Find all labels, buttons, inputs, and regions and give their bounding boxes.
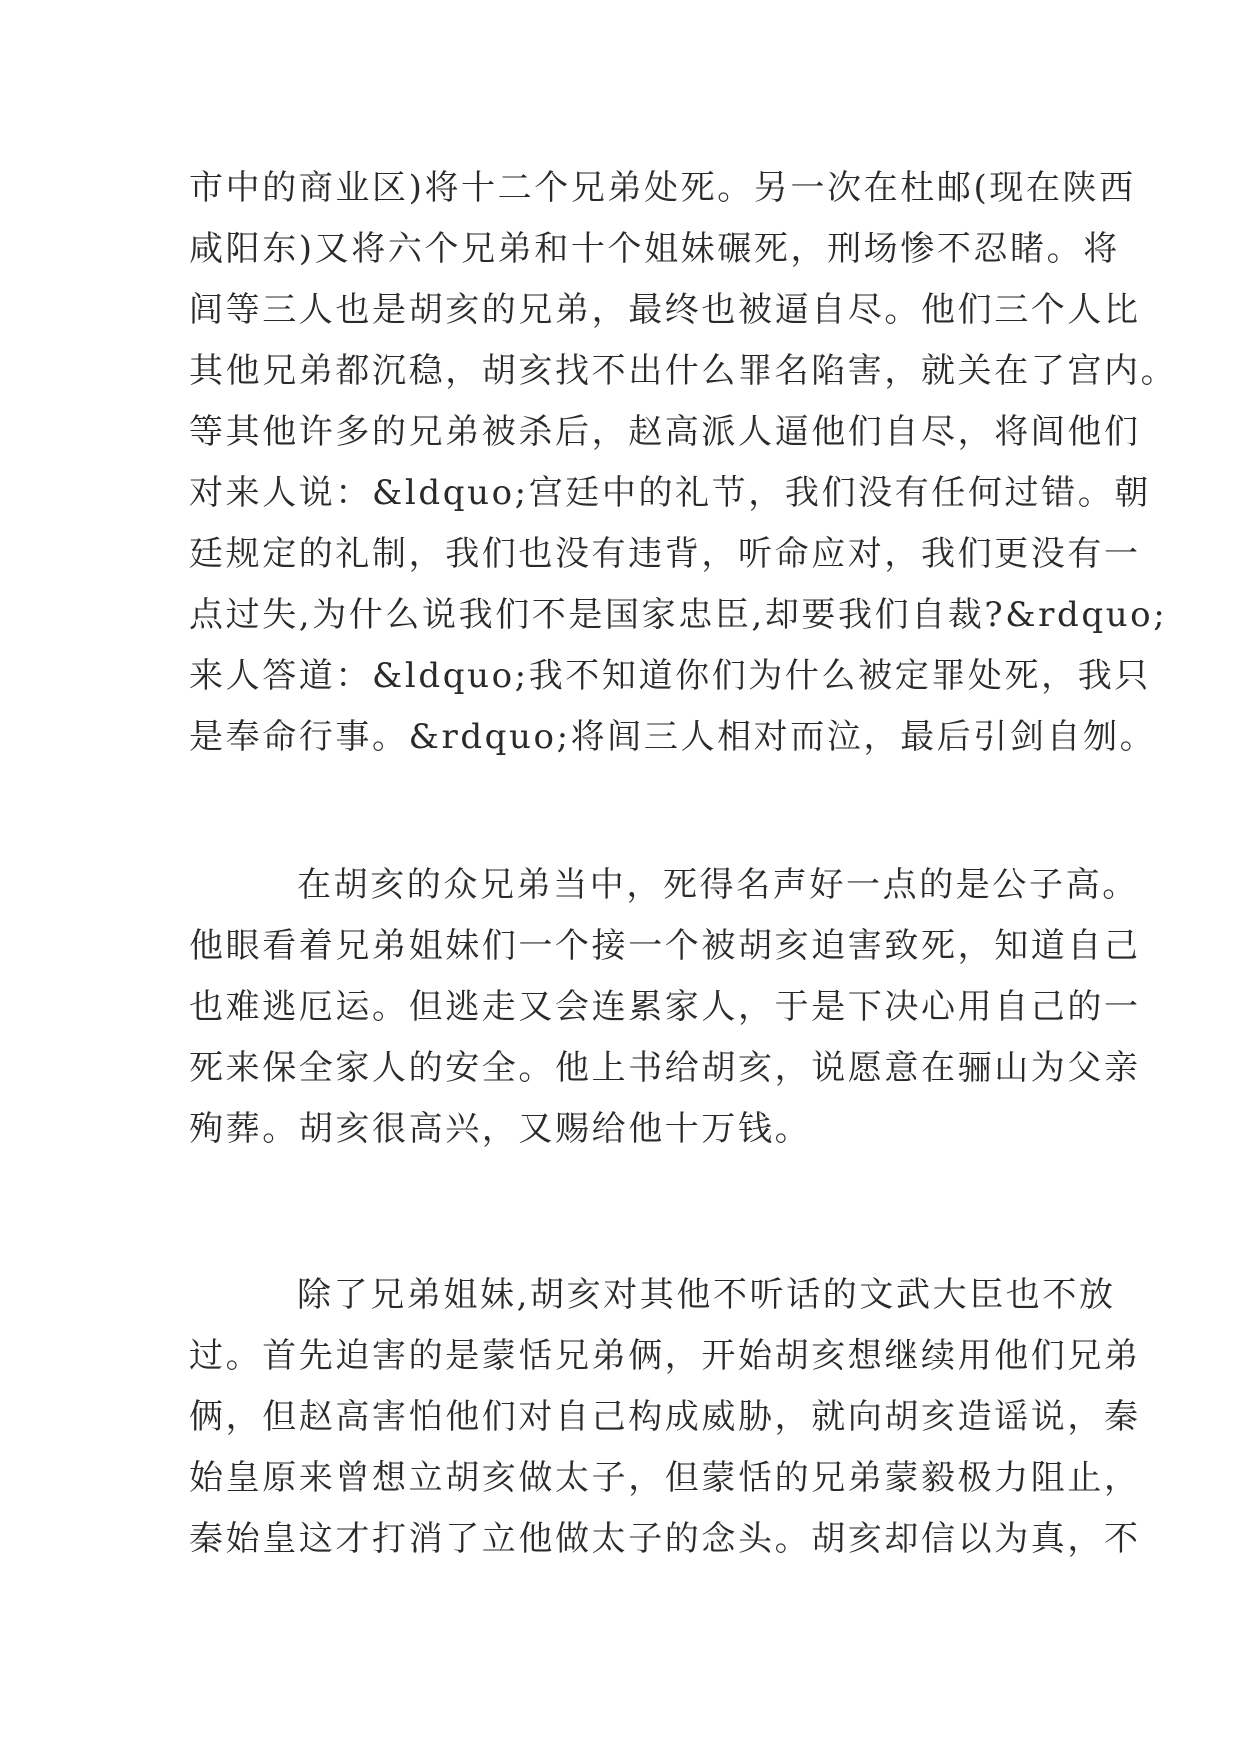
text-line: 来人答道：&ldquo;我不知道你们为什么被定罪处死，我只 <box>189 656 1151 696</box>
text-line: 其他兄弟都沉稳，胡亥找不出什么罪名陷害，就关在了宫内。 <box>189 351 1178 391</box>
text-line: 俩，但赵高害怕他们对自己构成威胁，就向胡亥造谣说，秦 <box>189 1397 1141 1437</box>
text-line: 廷规定的礼制，我们也没有违背，听命应对，我们更没有一 <box>189 534 1141 574</box>
text-line: 在胡亥的众兄弟当中，死得名声好一点的是公子高。 <box>297 865 1139 905</box>
text-line: 对来人说：&ldquo;宫廷中的礼节，我们没有任何过错。朝 <box>189 473 1151 513</box>
paragraph-2 <box>189 855 1141 1160</box>
paragraph-1 <box>189 158 1178 768</box>
text-line: 秦始皇这才打消了立他做太子的念头。胡亥却信以为真，不 <box>189 1519 1141 1559</box>
text-line: 死来保全家人的安全。他上书给胡亥，说愿意在骊山为父亲 <box>189 1048 1141 1088</box>
text-line: 闾等三人也是胡亥的兄弟，最终也被逼自尽。他们三个人比 <box>189 290 1141 330</box>
text-line: 等其他许多的兄弟被杀后，赵高派人逼他们自尽，将闾他们 <box>189 412 1141 452</box>
paragraph-3 <box>189 1265 1141 1570</box>
text-line: 点过失,为什么说我们不是国家忠臣,却要我们自裁?&rdquo; <box>189 595 1168 635</box>
text-line: 也难逃厄运。但逃走又会连累家人，于是下决心用自己的一 <box>189 987 1141 1027</box>
text-line: 他眼看着兄弟姐妹们一个接一个被胡亥迫害致死，知道自己 <box>189 926 1141 966</box>
text-line: 除了兄弟姐妹,胡亥对其他不听话的文武大臣也不放 <box>297 1275 1116 1315</box>
text-line: 殉葬。胡亥很高兴，又赐给他十万钱。 <box>189 1109 812 1149</box>
text-line: 始皇原来曾想立胡亥做太子，但蒙恬的兄弟蒙毅极力阻止， <box>189 1458 1141 1498</box>
text-line: 过。首先迫害的是蒙恬兄弟俩，开始胡亥想继续用他们兄弟 <box>189 1336 1141 1376</box>
text-line: 市中的商业区)将十二个兄弟处死。另一次在杜邮(现在陕西 <box>189 168 1136 208</box>
text-line: 是奉命行事。&rdquo;将闾三人相对而泣，最后引剑自刎。 <box>189 717 1157 757</box>
text-line: 咸阳东)又将六个兄弟和十个姐妹碾死，刑场惨不忍睹。将 <box>189 229 1120 269</box>
